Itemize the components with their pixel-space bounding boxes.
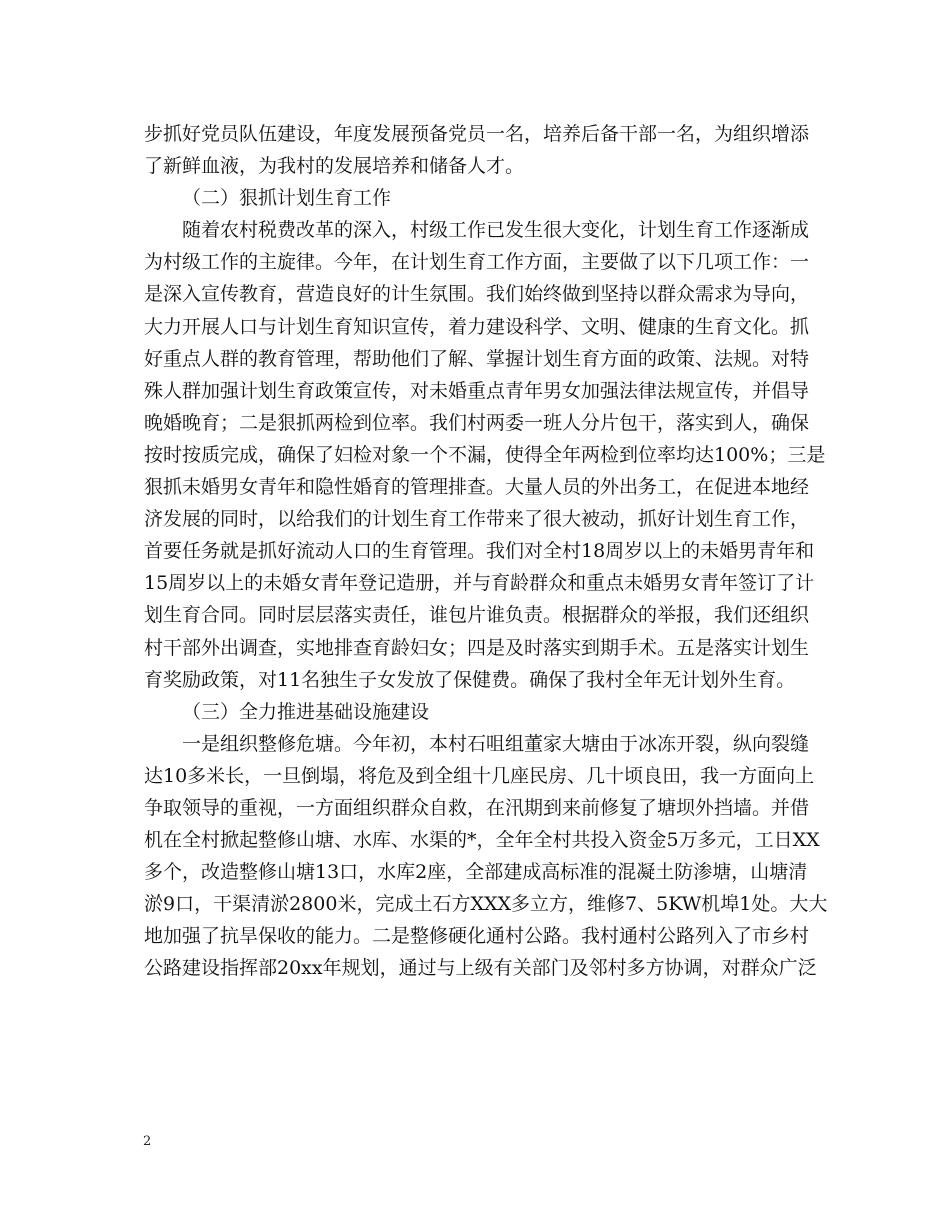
text-line: 步抓好党员队伍建设，年度发展预备党员一名，培养后备干部一名，为组织增添: [144, 123, 810, 145]
section-heading: （二）狠抓计划生育工作: [182, 187, 392, 210]
text-line: 地加强了抗旱保收的能力。二是整修硬化通村公路。我村通村公路列入了市乡村: [144, 925, 810, 948]
text-line: 济发展的同时，以给我们的计划生育工作带来了很大被动，抓好计划生育工作，: [144, 508, 810, 531]
text-line: 狠抓未婚男女青年和隐性婚育的管理排查。大量人员的外出务工，在促进本地经: [144, 476, 810, 499]
text-line: 一是组织整修危塘。今年初，本村石咀组董家大塘由于冰冻开裂，纵向裂缝: [182, 732, 810, 755]
text-line: 公路建设指挥部20xx年规划，通过与上级有关部门及邻村多方协调，对群众广泛: [144, 957, 817, 980]
text-line: 15周岁以上的未婚女青年登记造册，并与育龄群众和重点未婚男女青年签订了计: [144, 572, 815, 595]
text-line: 村干部外出调查，实地排查育龄妇女；四是及时落实到期手术。五是落实计划生: [144, 636, 810, 659]
text-line: 划生育合同。同时层层落实责任，谁包片谁负责。根据群众的举报，我们还组织: [144, 604, 810, 627]
text-line: 为村级工作的主旋律。今年，在计划生育工作方面，主要做了以下几项工作：一: [144, 251, 810, 274]
text-line: 随着农村税费改革的深入，村级工作已发生很大变化，计划生育工作逐渐成: [182, 219, 810, 242]
text-line: 大力开展人口与计划生育知识宣传，着力建设科学、文明、健康的生育文化。抓: [144, 315, 810, 338]
text-line: 多个，改造整修山塘13口，水库2座，全部建成高标准的混凝土防渗塘，山塘清: [144, 861, 808, 884]
page-number: 2: [143, 1134, 152, 1149]
text-line: 殊人群加强计划生育政策宣传，对未婚重点青年男女加强法律法规宣传，并倡导: [144, 379, 810, 402]
document-body: [144, 118, 828, 985]
text-line: 按时按质完成，确保了妇检对象一个不漏，使得全年两检到位率均达100%；三是: [144, 443, 826, 466]
text-line: 了新鲜血液，为我村的发展培养和储备人才。: [144, 155, 525, 178]
text-line: 首要任务就是抓好流动人口的生育管理。我们对全村18周岁以上的未婚男青年和: [144, 540, 815, 563]
text-line: 育奖励政策，对11名独生子女发放了保健费。确保了我村全年无计划外生育。: [144, 668, 796, 691]
text-line: 是深入宣传教育，营造良好的计生氛围。我们始终做到坚持以群众需求为导向，: [144, 283, 810, 306]
text-line: 机在全村掀起整修山塘、水库、水渠的*，全年全村共投入资金5万多元，工日XX: [144, 829, 820, 852]
text-line: 晚婚晚育；二是狠抓两检到位率。我们村两委一班人分片包干，落实到人，确保: [144, 411, 810, 434]
section-heading: （三）全力推进基础设施建设: [182, 700, 430, 723]
text-line: 达10多米长，一旦倒塌，将危及到全组十几座民房、几十顷良田，我一方面向上: [144, 764, 815, 787]
text-line: 好重点人群的教育管理，帮助他们了解、掌握计划生育方面的政策、法规。对特: [144, 347, 810, 370]
text-line: 淤9口，干渠清淤2800米，完成土石方XXX多立方，维修7、5KW机埠1处。大大: [144, 893, 828, 916]
text-line: 争取领导的重视，一方面组织群众自救，在汛期到来前修复了塘坝外挡墙。并借: [144, 796, 810, 819]
